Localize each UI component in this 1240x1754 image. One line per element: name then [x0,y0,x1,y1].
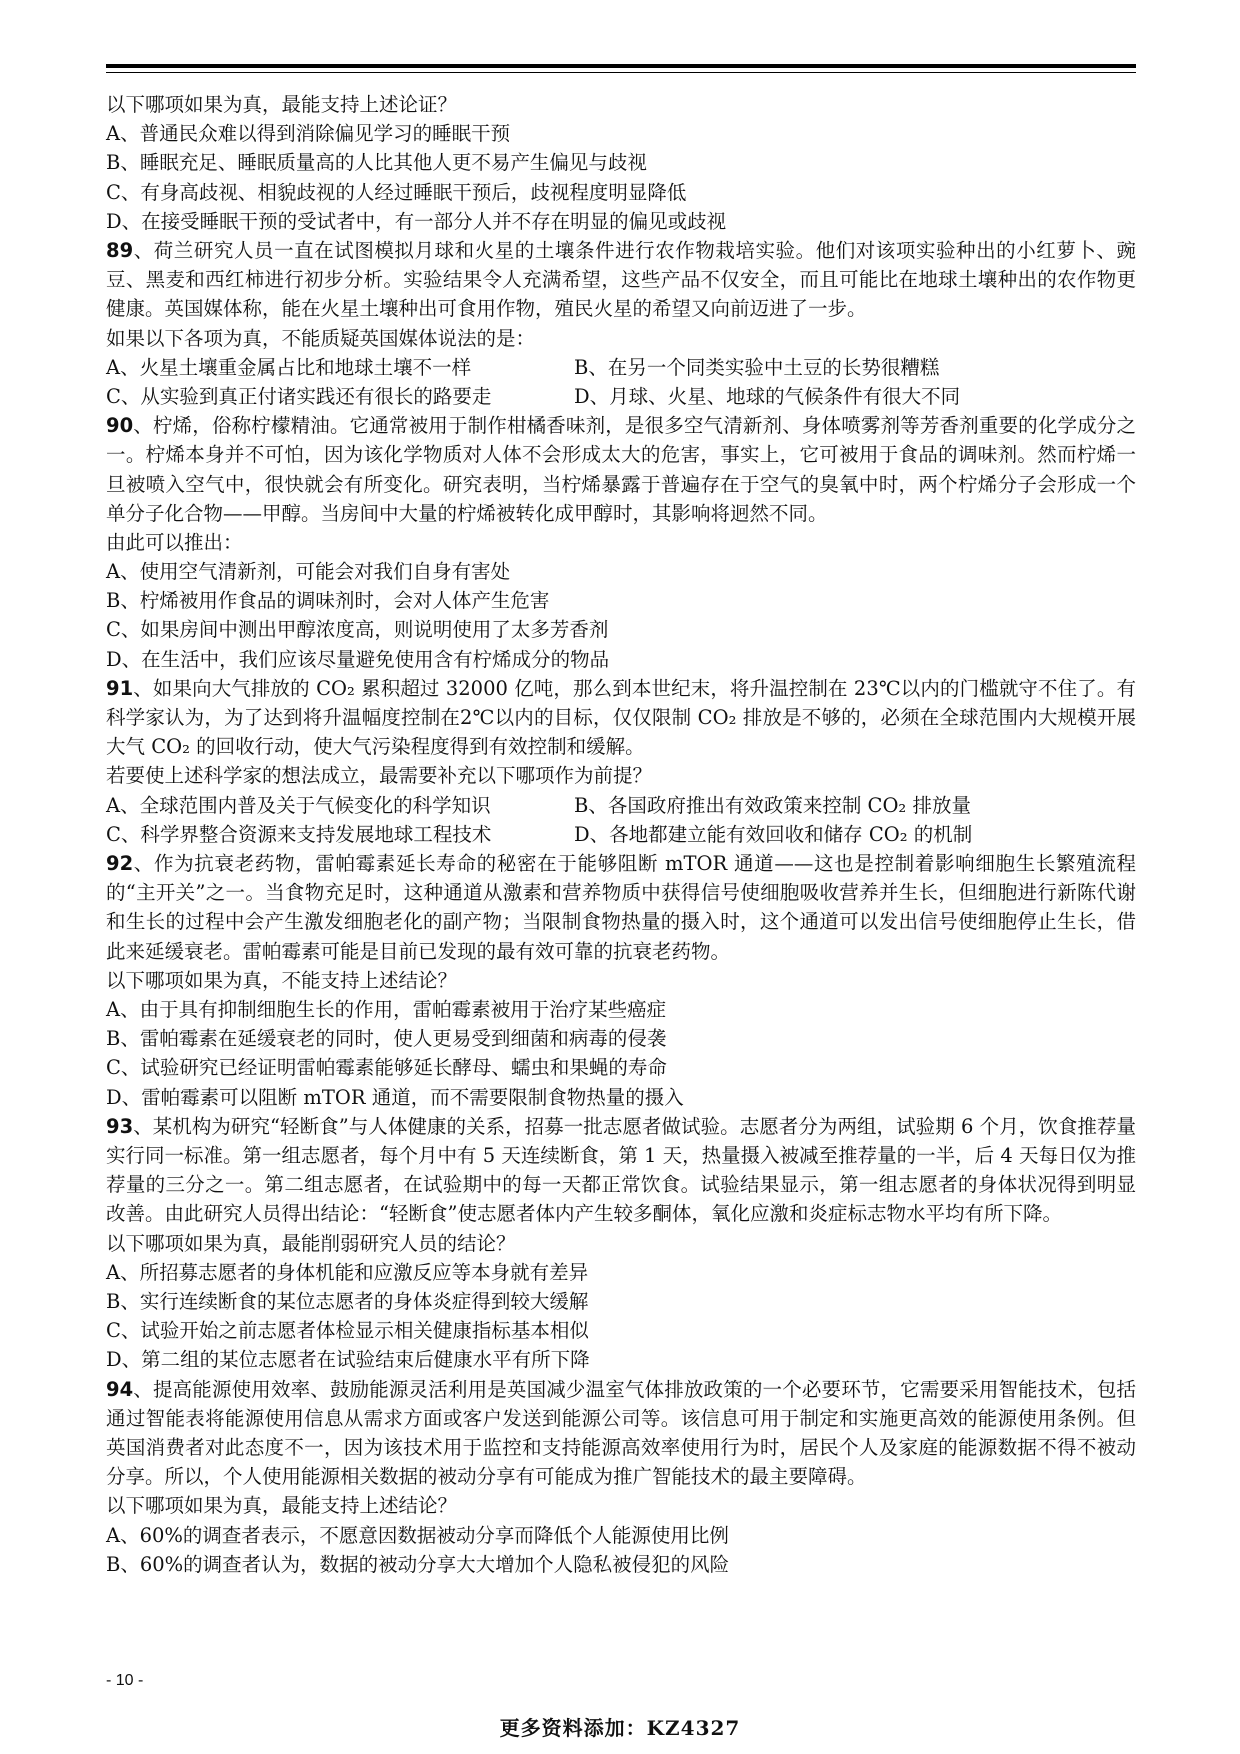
page-number: - 10 - [106,1672,144,1689]
question-text: 、荷兰研究人员一直在试图模拟月球和火星的土壤条件进行农作物栽培实验。他们对该项实验种出的小红萝卜、豌豆、黑麦和西红柿进行初步分析。实验结果令人充满希望，这些产品不仅安全，而且可能比在地球土壤种出的农作物更健康。英国媒体称，能在火星土壤种出可食用作物，殖民火星的希望又向前迈进了一步。 [106,238,1136,321]
option-row [106,820,1136,849]
question-number: 91 [106,676,134,700]
question-number: 94 [106,1377,134,1401]
question-text: 、作为抗衰老药物，雷帕霉素延长寿命的秘密在于能够阻断 mTOR 通道——这也是控制着影响细胞生长繁殖流程的“主开关”之一。当食物充足时，这种通道从激素和营养物质中获得信号使细胞吸收营养并生长，但细胞进行新陈代谢和生长的过程中会产生激发细胞老化的副产物；当限制食物热量的摄入时，这个通道可以发出信号使细胞停止生长，借此来延缓衰老。雷帕霉素可能是目前已发现的最有效可靠的抗衰老药物。 [106,852,1136,963]
option-row [106,382,1136,411]
option-b: B、实行连续断食的某位志愿者的身体炎症得到较大缓解 [106,1289,589,1313]
question-text: 、提高能源使用效率、鼓励能源灵活利用是英国减少温室气体排放政策的一个必要环节，它需要采用智能技术，包括通过智能表将能源使用信息从需求方面或客户发送到能源公司等。该信息可用于制定和实施更高效的能源使用条例。但英国消费者对此态度不一，因为该技术用于监控和支持能源高效率使用行为时，居民个人及家庭的能源数据不得不被动分享。所以，个人使用能源相关数据的被动分享有可能成为推广智能技术的最主要障碍。 [106,1377,1136,1489]
question-text: 、某机构为研究“轻断食”与人体健康的关系，招募一批志愿者做试验。志愿者分为两组，试验期 6 个月，饮食推荐量实行同一标准。第一组志愿者，每个月中有 5 天连续断食，第 1 天，热量摄入被减至推荐量的一半，后 4 天每日仅为推荐量的三分之一。第二组志愿者，在试验期中的每一天都正常饮食。试验结果显示，第一组志愿者的身体状况得到明显改善。由此研究人员得出结论：“轻断食”使志愿者体内产生较多酮体，氧化应激和炎症标志物水平均有所下降。 [106,1114,1136,1226]
option-d: D、在接受睡眠干预的受试者中，有一部分人并不存在明显的偏见或歧视 [106,209,727,233]
option-d: D、第二组的某位志愿者在试验结束后健康水平有所下降 [106,1348,590,1372]
option-b: B、在另一个同类实验中土豆的长势很糟糕 [574,355,940,379]
option-c: C、从实验到真正付诸实践还有很长的路要走 [106,384,492,408]
option-d: D、在生活中，我们应该尽量避免使用含有柠烯成分的物品 [106,647,610,671]
question-prompt: 如果以下各项为真，不能质疑英国媒体说法的是： [106,326,536,350]
question-93-stem [106,1112,1136,1229]
header-rule-thick [106,64,1136,68]
option-row [106,353,1136,382]
option-d: D、雷帕霉素可以阻断 mTOR 通道，而不需要限制食物热量的摄入 [106,1085,684,1109]
option-row [106,791,1136,820]
question-text: 、如果向大气排放的 CO₂ 累积超过 32000 亿吨，那么到本世纪末，将升温控制在 23℃以内的门槛就守不住了。有科学家认为，为了达到将升温幅度控制在2℃以内的目标，仅仅限制 CO₂ 排放是不够的，必须在全球范围内大规模开展大气 CO₂ 的回收行动，使大气污染程度得到有效控制和缓解。 [106,676,1136,759]
option-a: A、由于具有抑制细胞生长的作用，雷帕霉素被用于治疗某些癌症 [106,998,667,1022]
option-d: D、月球、火星、地球的气候条件有很大不同 [574,384,961,408]
option-a: A、所招募志愿者的身体机能和应激反应等本身就有差异 [106,1260,589,1284]
question-prompt: 以下哪项如果为真，最能削弱研究人员的结论？ [106,1231,516,1255]
question-prompt: 由此可以推出： [106,530,243,554]
question-text: 、柠烯，俗称柠檬精油。它通常被用于制作柑橘香味剂，是很多空气清新剂、身体喷雾剂等芳香剂重要的化学成分之一。柠烯本身并不可怕，因为该化学物质对人体不会形成太大的危害，事实上，它可被用于食品的调味剂。然而柠烯一旦被喷入空气中，很快就会有所变化。研究表明，当柠烯暴露于普遍存在于空气的臭氧中时，两个柠烯分子会形成一个单分子化合物——甲醇。当房间中大量的柠烯被转化成甲醇时，其影响将迥然不同。 [106,414,1136,525]
option-b: B、睡眠充足、睡眠质量高的人比其他人更不易产生偏见与歧视 [106,151,647,175]
option-c: C、试验研究已经证明雷帕霉素能够延长酵母、蠕虫和果蝇的寿命 [106,1056,667,1080]
header-rule-thin [106,72,1136,73]
page-content [106,90,1136,1579]
question-prompt: 以下哪项如果为真，最能支持上述论证？ [106,93,458,116]
question-number: 93 [106,1114,134,1138]
question-94-stem [106,1375,1136,1492]
question-number: 92 [106,852,134,876]
option-a: A、使用空气清新剂，可能会对我们自身有害处 [106,560,511,584]
option-c: C、科学界整合资源来支持发展地球工程技术 [106,822,492,846]
question-number: 89 [106,238,134,262]
option-b: B、60%的调查者认为，数据的被动分享大大增加个人隐私被侵犯的风险 [106,1552,730,1576]
question-number: 90 [106,414,134,438]
question-90-stem [106,411,1136,528]
option-a: A、全球范围内普及关于气候变化的科学知识 [106,793,491,817]
option-a: A、火星土壤重金属占比和地球土壤不一样 [106,355,472,379]
option-c: C、试验开始之前志愿者体检显示相关健康指标基本相似 [106,1319,589,1343]
question-prompt: 若要使上述科学家的想法成立，最需要补充以下哪项作为前提？ [106,764,653,788]
option-a: A、普通民众难以得到消除偏见学习的睡眠干预 [106,122,511,146]
option-c: C、如果房间中测出甲醇浓度高，则说明使用了太多芳香剂 [106,618,609,642]
question-89-stem [106,236,1136,324]
option-b: B、雷帕霉素在延缓衰老的同时，使人更易受到细菌和病毒的侵袭 [106,1027,667,1051]
option-c: C、有身高歧视、相貌歧视的人经过睡眠干预后，歧视程度明显降低 [106,180,687,204]
question-prompt: 以下哪项如果为真，最能支持上述结论？ [106,1494,458,1518]
option-a: A、60%的调查者表示，不愿意因数据被动分享而降低个人能源使用比例 [106,1523,729,1547]
footer-note: 更多资料添加：KZ4327 [499,1716,741,1740]
question-91-stem [106,674,1136,762]
question-prompt: 以下哪项如果为真，不能支持上述结论？ [106,968,458,992]
option-b: B、各国政府推出有效政策来控制 CO₂ 排放量 [574,793,971,817]
option-b: B、柠烯被用作食品的调味剂时，会对人体产生危害 [106,589,550,613]
option-d: D、各地都建立能有效回收和储存 CO₂ 的机制 [574,822,973,846]
question-92-stem [106,849,1136,966]
